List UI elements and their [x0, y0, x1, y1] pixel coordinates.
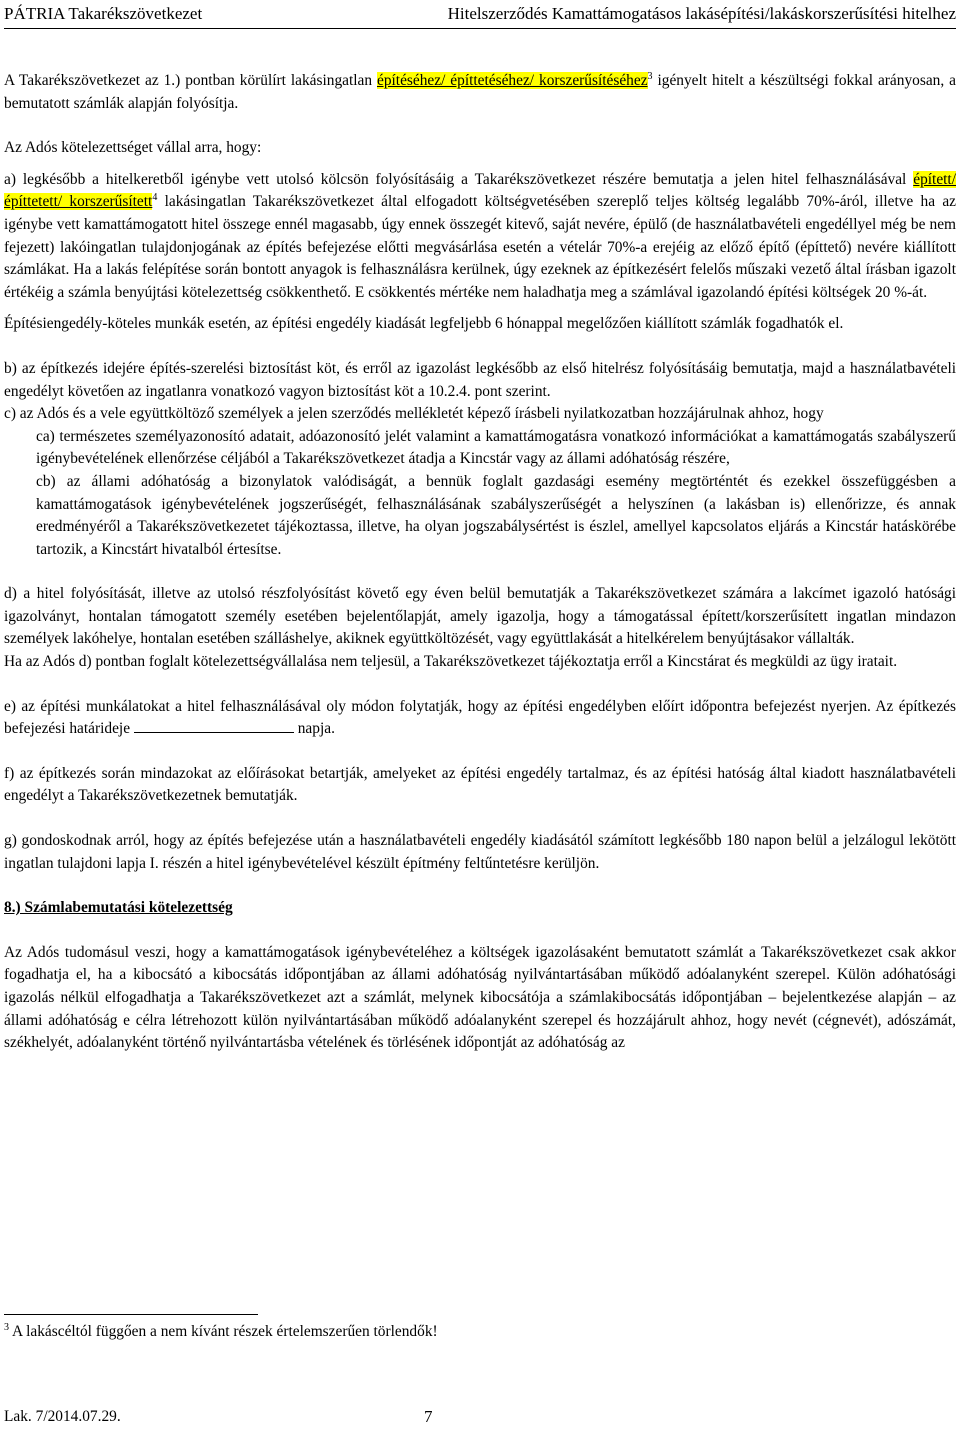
clause-c-intro: c) az Adós és a vele együttköltöző személyek a jelen szerződés mellékletét képező írásbeli nyilatkozatban hozzájárulnak ahhoz, hogy: [4, 405, 824, 423]
section-8-body: Az Adós tudomásul veszi, hogy a kamattámogatások igénybevételéhez a költségek igazolásaként bemutatott számlát a Takarékszövetkezet csak akkor fogadhatja el, ha a kibocsátó a kibocsátás időpontjában az állami adóhatóság nyilvántartásában működő adóalanyként szerepel. Külön adóhatósági igazolás nélkül elfogadhatja a Takarékszövetkezet azt a számlát, melynek kibocsátója a számlakibocsátás időpontjában – bejelentkezése alapján – az állami adóhatóság e célra létrehozott külön nyilvántartásában működő adóalanyként szerepel és hozzájárult ahhoz, hogy nevét (cégnevét), adószámát, székhelyét, adóalanyként történő nyilvántartásba vételének és törlésének időpontját az adóhatóság az: [4, 943, 956, 1052]
intro-highlight: építéséhez/ építtetéséhez/ korszerűsítéséhez: [377, 72, 648, 89]
document-body: [4, 70, 956, 1055]
footnote-number: 3: [4, 1321, 9, 1333]
deadline-blank-field[interactable]: [134, 718, 294, 733]
footnote-ref-3: 3: [647, 70, 653, 82]
intro-text-a: A Takarékszövetkezet az 1.) pontban körülírt lakásingatlan: [4, 72, 377, 89]
clause-g: g) gondoskodnak arról, hogy az építés befejezése után a használatbavételi engedély kiadásától számított legkésőbb 180 napon belül a jelzálogul lekötött ingatlan tulajdoni lapja I. részén a hitel igénybevételével készült építmény feltűntetésre kerüljön.: [4, 832, 956, 872]
footnote-divider: [4, 1314, 258, 1315]
clause-d: d) a hitel folyósítását, illetve az utolsó részfolyósítást követő egy éven belül bemutatják a Takarékszövetkezet számára a lakcímet igazoló hatósági igazolványt, hontalan támogatott személy esetében bejelentőlapját, amely igazolja, hogy a támogatással épített/korszerűsített ingatlan mindazon személyek lakóhelye, hontalan esetében szálláshelye, akiknek együttköltözését, vagy együttlakását a hitelkérelem benyújtásakor vállalták.: [4, 585, 956, 648]
clause-e-text-1: e) az építési munkálatokat a hitel felhasználásával oly módon folytatják, hogy az építési engedélyben előírt időpontra befejezést nyerjen. Az építkezés befejezési határideje: [4, 697, 956, 738]
clause-f: f) az építkezés során mindazokat az előírásokat betartják, amelyeket az építési engedély tartalmaz, és az építési hatóság által kiadott használatbavételi engedélyt a Takarékszövetkezetnek bemutatják.: [4, 764, 956, 805]
header-contract-title: Hitelszerződés Kamattámogatásos lakásépítési/lakáskorszerűsítési hitelhez: [447, 4, 956, 23]
page-footer: [4, 1406, 433, 1428]
intro-paragraph: [4, 70, 956, 115]
section-8-heading: 8.) Számlabemutatási kötelezettség: [4, 899, 233, 917]
footnote-ref-4: 4: [152, 192, 158, 204]
clause-a-permit-note: Építésiengedély-köteles munkák esetén, az építési engedély kiadását legfeljebb 6 hónappal megelőzően kiállított számlák fogadhatók el.: [4, 315, 844, 333]
obligation-intro: Az Adós kötelezettséget vállal arra, hogy:: [4, 139, 262, 157]
footnote-3: [4, 1321, 438, 1343]
intro-text-b: igényelt hitelt a készültségi fokkal arányosan, a bemutatott számlák alapján folyósítja.: [4, 72, 956, 112]
page-header: [4, 2, 956, 29]
clause-cb: cb) az állami adóhatóság a bizonylatok valódiságát, a bennük foglalt gazdasági esemény megtörténtét és ezekkel összefüggésben a kamattámogatások igénybevételének jogszerűségét, felhasználásának szabályszerűségét a helyszínen (a lakásban is) ellenőrizze, és annak eredményéről a Takarékszövetkezetet tájékoztassa, illetve, ha olyan jogszabálysértést is észlel, amellyel kapcsolatos eljárás a Kincstár hatáskörébe tartozik, a Kincstárt hivatalból értesítse.: [36, 472, 956, 558]
header-bank-name: PÁTRIA Takarékszövetkezet: [4, 4, 203, 23]
clause-ca: ca) természetes személyazonosító adatait, adóazonosító jelét valamint a kamattámogatásra vonatkozó információkat a kamattámogatás szabályszerű igénybevételének ellenőrzése céljából a Takarékszövetkezet átadja a Kincstár vagy az állami adóhatóság részére,: [36, 427, 956, 468]
page-number: 7: [424, 1407, 433, 1426]
footer-document-ref: Lak. 7/2014.07.29.: [4, 1408, 121, 1425]
clause-e: [4, 696, 956, 741]
clause-a-text-2: lakásingatlan Takarékszövetkezet által elfogadott költségvetésében szereplő teljes költség legalább 70%-áról, illetve ha az igénybe vett kamattámogatott hitel összege ennél magasabb, úgy ennek összegét kitevő, saját nevére, épülő (de használatbavételi engedéllyel még be nem fejezett) lakóingatlan tulajdonjogának az építés befejezése előtti megvásárlása esetén a vételár 70%-a erejéig az előző építő (építtető) nevére kiállított számlákat. Ha a lakás felépítése során bontott anyagok is felhasználásra kerülnek, úgy ezeknek az építkezésért felelős műszaki vezető által írásban igazolt értékéig a számla benyújtási kötelezettség csökkenthető. E csökkentés mértéke nem haladhatja meg a számlával igazolandó építési költségek 20 %-át.: [4, 193, 956, 301]
clause-a-text-1: a) legkésőbb a hitelkeretből igénybe vett utolsó kölcsön folyósításáig a Takarékszövetkezet részére bemutatja a jelen hitel felhasználásával: [4, 170, 914, 188]
clause-e-text-2: napja.: [293, 720, 335, 738]
footnote-text: A lakáscéltól függően a nem kívánt részek értelemszerűen törlendők!: [9, 1323, 438, 1340]
clause-a-highlight: épített/ építtetett/ korszerűsített: [4, 170, 956, 211]
clause-a: [4, 169, 956, 305]
clause-b: b) az építkezés idejére építés-szerelési biztosítást köt, és erről az igazolást legkésőbb az első hitelrész folyósításáig bemutatja, majd a használatbavételi engedélyt követően az ingatlanra vonatkozó vagyon biztosítást köt a 10.2.4. pont szerint.: [4, 359, 956, 400]
clause-d-failure: Ha az Adós d) pontban foglalt kötelezettségvállalása nem teljesül, a Takarékszövetkezet tájékoztatja erről a Kincstárat és megküldi az ügy iratait.: [4, 653, 898, 671]
